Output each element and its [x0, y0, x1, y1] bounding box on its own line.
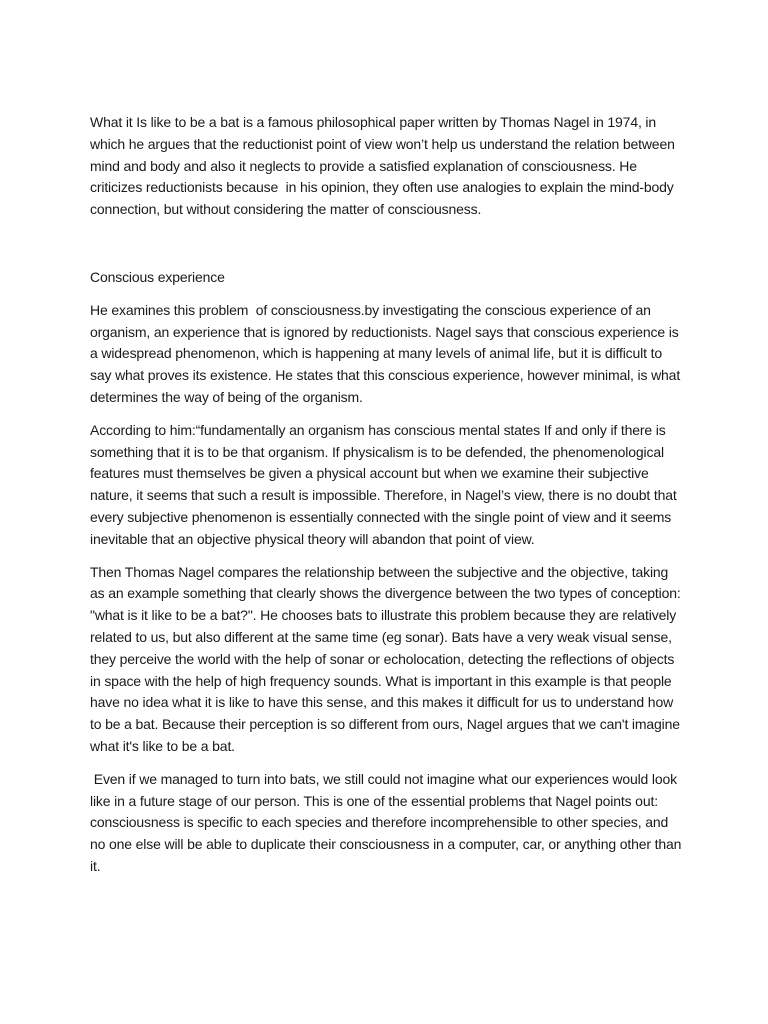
document-body [90, 112, 686, 889]
intro-paragraph: What it Is like to be a bat is a famous philosophical paper written by Thomas Nagel in 1974, in which he argues that the reductionist point of view won’t help us understand the relation between mind and body and also it neglects to provide a satisfied explanation of consciousness. He criticizes reductionists because in his opinion, they often use analogies to explain the mind-body connection, but without considering the matter of consciousness. [90, 114, 679, 218]
body-paragraph-3: Then Thomas Nagel compares the relationship between the subjective and the objective, taking as an example something that clearly shows the divergence between the two types of conception: "what is it like to be a bat?". He chooses bats to illustrate this problem because they are relatively related to us, but also different at the same time (eg sonar). Bats have a very weak visual sense, they perceive the world with the help of sonar or echolocation, detecting the reflections of objects in space with the help of high frequency sounds. What is important in this example is that people have no idea what it is like to have this sense, and this makes it difficult for us to understand how to be a bat. Because their perception is so different from ours, Nagel argues that we can't imagine what it's like to be a bat. [90, 563, 685, 754]
body-paragraph-1: He examines this problem of consciousness.by investigating the conscious experience of an organism, an experience that is ignored by reductionists. Nagel says that conscious experience is a widespread phenomenon, which is happening at many levels of animal life, but it is difficult to say what proves its existence. He states that this conscious experience, however minimal, is what determines the way of being of the organism. [90, 301, 684, 405]
body-paragraph-4: Even if we managed to turn into bats, we still could not imagine what our experiences would look like in a future stage of our person. This is one of the essential problems that Nagel points out: consciousness is specific to each species and therefore incomprehensible to other species, and no one else will be able to duplicate their consciousness in a computer, car, or anything other than it. [90, 770, 686, 874]
section-heading: Conscious experience [90, 268, 225, 285]
body-paragraph-2: According to him:“fundamentally an organism has conscious mental states If and only if there is something that it is to be that organism. If physicalism is to be defended, the phenomenological features must themselves be given a physical account but when we examine their subjective nature, it seems that such a result is impossible. Therefore, in Nagel’s view, there is no doubt that every subjective phenomenon is essentially connected with the single point of view and it seems inevitable that an objective physical theory will abandon that point of view. [90, 421, 681, 547]
blank-line-spacer [90, 221, 682, 267]
